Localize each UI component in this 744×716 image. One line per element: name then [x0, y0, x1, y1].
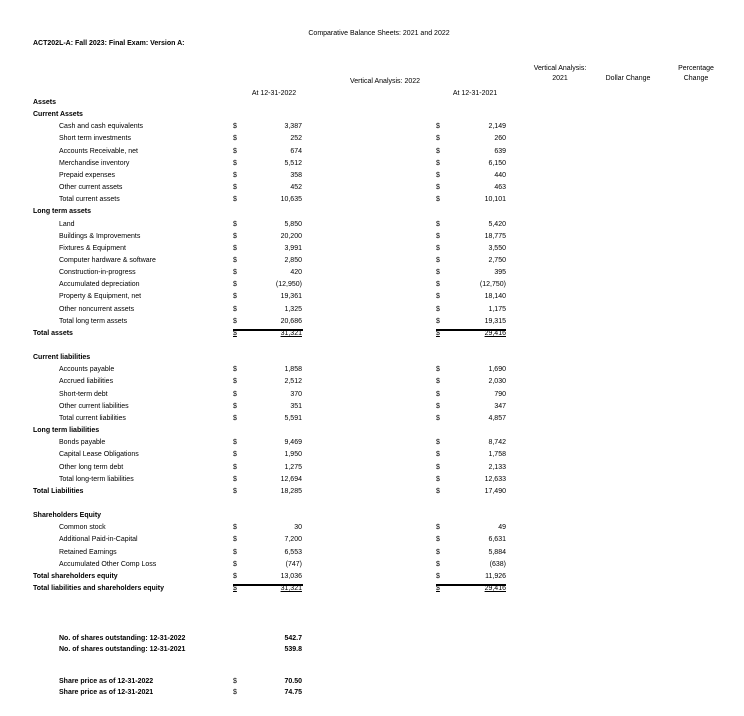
row-label: Retained Earnings [59, 548, 117, 556]
header-vertical-2021-line2: 2021 [552, 75, 568, 82]
value-2022: 10,635 [280, 196, 302, 204]
value-2022: 13,036 [280, 572, 302, 580]
dollar-sign-2021: $ [436, 366, 440, 374]
value-2021: 790 [494, 390, 506, 398]
dollar-sign-2021: $ [436, 585, 440, 592]
row-label: Total Liabilities [33, 487, 84, 495]
value-2021: 2,030 [488, 378, 506, 386]
header-vertical-2021-line1: Vertical Analysis: [533, 65, 587, 72]
value-2022: 3,387 [284, 123, 302, 131]
sheet-title: Comparative Balance Sheets: 2021 and 2022 [308, 30, 450, 37]
item-label: Share price as of 12-31-2021 [59, 689, 154, 696]
value-2021: 18,140 [484, 293, 506, 301]
header-vertical-2022: Vertical Analysis: 2022 [349, 78, 421, 85]
item-value: 74.75 [284, 689, 302, 696]
table-row [0, 329, 744, 341]
value-2021: 5,420 [488, 220, 506, 228]
row-label: Shareholders Equity [33, 512, 102, 520]
value-2021: 639 [494, 147, 506, 155]
row-label: Total shareholders equity [33, 572, 118, 580]
dollar-sign-2022: $ [233, 439, 237, 447]
value-2022: 5,850 [284, 220, 302, 228]
row-label: Prepaid expenses [59, 171, 116, 179]
row-label: Total long-term liabilities [59, 475, 134, 483]
value-2021: 463 [494, 184, 506, 192]
header-percentage-line1: Percentage [678, 65, 714, 72]
dollar-sign-2022: $ [233, 135, 237, 143]
table-row [0, 134, 744, 146]
value-2022: 252 [290, 135, 302, 143]
value-2021: 11,926 [485, 572, 506, 580]
table-row [0, 159, 744, 171]
row-label: Other noncurrent assets [59, 305, 135, 313]
dollar-sign-2021: $ [436, 244, 440, 252]
dollar-sign-2022: $ [233, 244, 237, 252]
value-2021: 5,884 [488, 548, 506, 556]
row-label: Fixtures & Equipment [59, 244, 126, 252]
dollar-sign-2021: $ [436, 378, 440, 386]
dollar-sign-2021: $ [436, 329, 440, 337]
dollar-sign-2022: $ [233, 317, 237, 325]
row-label: Buildings & Improvements [59, 232, 141, 240]
dollar-sign-2022: $ [233, 305, 237, 313]
row-label: Total current liabilities [59, 414, 126, 422]
value-2021: 2,750 [488, 256, 506, 264]
row-label: Long term assets [33, 208, 91, 216]
table-row [0, 426, 744, 438]
row-label: Additional Paid-in-Capital [59, 536, 138, 544]
row-label: Accumulated depreciation [59, 281, 140, 289]
table-row [0, 317, 744, 329]
dollar-sign-2022: $ [233, 402, 237, 410]
value-2022: (12,950) [275, 281, 302, 289]
dollar-sign-2021: $ [436, 123, 440, 131]
row-label: Short-term debt [59, 390, 108, 398]
table-row [0, 438, 744, 450]
dollar-sign-2022: $ [233, 524, 237, 532]
value-2021: 12,633 [484, 475, 506, 483]
row-label: Accumulated Other Comp Loss [59, 560, 157, 568]
header-2021: At 12-31-2021 [452, 90, 498, 97]
value-2022: 351 [290, 402, 302, 410]
dollar-sign-2021: $ [436, 487, 440, 495]
table-row [0, 292, 744, 304]
table-row [0, 268, 744, 280]
value-2022: 2,512 [284, 378, 302, 386]
table-row [0, 535, 744, 547]
value-2022: 420 [290, 269, 302, 277]
value-2022: 31,321 [280, 585, 302, 592]
course-label: ACT202L-A: Fall 2023: Final Exam: Version A: [33, 40, 185, 47]
table-row [0, 147, 744, 159]
table-row [0, 402, 744, 414]
item-label: No. of shares outstanding: 12-31-2021 [59, 646, 186, 653]
dollar-sign-2021: $ [436, 451, 440, 459]
value-2021: 440 [494, 171, 506, 179]
dollar-sign-2022: $ [233, 147, 237, 155]
table-row [0, 390, 744, 402]
dollar-sign-2022: $ [233, 123, 237, 131]
table-row [0, 122, 744, 134]
dollar-sign-2022: $ [233, 293, 237, 301]
row-label: Current liabilities [33, 354, 91, 362]
dollar-sign-2022: $ [233, 220, 237, 228]
table-row [0, 548, 744, 560]
table-row [0, 183, 744, 195]
total-rule-2022 [233, 584, 303, 586]
item-value: 539.8 [284, 646, 302, 653]
value-2022: 7,200 [284, 536, 302, 544]
dollar-sign-2021: $ [436, 256, 440, 264]
dollar-sign-2021: $ [436, 317, 440, 325]
dollar-sign-2022: $ [233, 451, 237, 459]
value-2022: 19,361 [280, 293, 302, 301]
value-2022: 5,591 [284, 414, 302, 422]
row-label: Property & Equipment, net [59, 293, 142, 301]
dollar-sign-2021: $ [436, 548, 440, 556]
table-row [0, 475, 744, 487]
value-2021: 260 [494, 135, 506, 143]
row-label: Total long term assets [59, 317, 128, 325]
dollar-sign: $ [233, 689, 237, 696]
value-2022: 5,512 [284, 159, 302, 167]
dollar-sign-2021: $ [436, 536, 440, 544]
value-2021: 49 [498, 524, 506, 532]
table-row [0, 305, 744, 317]
value-2022: 1,275 [284, 463, 302, 471]
item-value: 70.50 [284, 678, 302, 685]
value-2021: 6,631 [488, 536, 506, 544]
value-2021: 29,416 [484, 585, 506, 592]
value-2021: 347 [494, 402, 506, 410]
value-2021: 18,775 [484, 232, 506, 240]
dollar-sign-2021: $ [436, 171, 440, 179]
row-label: Total assets [33, 329, 73, 337]
item-label: Share price as of 12-31-2022 [59, 678, 154, 685]
table-row [0, 232, 744, 244]
value-2022: 1,325 [284, 305, 302, 313]
dollar-sign-2021: $ [436, 147, 440, 155]
value-2022: 30 [294, 524, 302, 532]
dollar-sign-2021: $ [436, 305, 440, 313]
value-2021: 19,315 [484, 317, 506, 325]
value-2022: 452 [290, 184, 302, 192]
dollar-sign-2022: $ [233, 536, 237, 544]
row-label: Bonds payable [59, 439, 106, 447]
table-row [0, 560, 744, 572]
row-label: Land [59, 220, 75, 228]
table-row [0, 256, 744, 268]
dollar-sign-2021: $ [436, 135, 440, 143]
value-2021: 395 [494, 269, 506, 277]
dollar-sign-2022: $ [233, 560, 237, 568]
dollar-sign-2022: $ [233, 256, 237, 264]
value-2021: 1,758 [488, 451, 506, 459]
table-row [0, 207, 744, 219]
row-label: Long term liabilities [33, 427, 100, 435]
row-label: Current Assets [33, 111, 83, 119]
row-label: Accounts Receivable, net [59, 147, 138, 155]
dollar-sign-2022: $ [233, 487, 237, 495]
value-2022: 1,858 [284, 366, 302, 374]
table-row [0, 353, 744, 365]
value-2022: 20,200 [280, 232, 302, 240]
value-2021: 8,742 [488, 439, 506, 447]
value-2022: 12,694 [280, 475, 302, 483]
table-row [0, 171, 744, 183]
table-row [0, 377, 744, 389]
header-percentage-line2: Change [683, 75, 709, 82]
value-2021: 2,149 [488, 123, 506, 131]
table-row [0, 280, 744, 292]
value-2021: 17,490 [484, 487, 506, 495]
table-row [0, 572, 744, 584]
table-row [0, 487, 744, 499]
value-2022: 1,950 [284, 451, 302, 459]
value-2021: 1,690 [488, 366, 506, 374]
dollar-sign-2022: $ [233, 171, 237, 179]
dollar-sign-2022: $ [233, 366, 237, 374]
dollar-sign-2021: $ [436, 414, 440, 422]
dollar-sign-2021: $ [436, 269, 440, 277]
value-2021: 6,150 [488, 159, 506, 167]
header-dollar-change: Dollar Change [605, 75, 651, 82]
value-2021: (12,750) [479, 281, 506, 289]
dollar-sign-2021: $ [436, 402, 440, 410]
dollar-sign: $ [233, 678, 237, 685]
dollar-sign-2022: $ [233, 378, 237, 386]
total-rule-2021 [436, 584, 506, 586]
dollar-sign-2022: $ [233, 281, 237, 289]
dollar-sign-2021: $ [436, 524, 440, 532]
row-label: Other long term debt [59, 463, 124, 471]
table-row [0, 365, 744, 377]
dollar-sign-2021: $ [436, 475, 440, 483]
table-row [0, 499, 744, 511]
dollar-sign-2021: $ [436, 572, 440, 580]
value-2022: 6,553 [284, 548, 302, 556]
dollar-sign-2021: $ [436, 293, 440, 301]
item-value: 542.7 [284, 635, 302, 642]
dollar-sign-2022: $ [233, 196, 237, 204]
header-2022: At 12-31-2022 [251, 90, 297, 97]
value-2022: 358 [290, 171, 302, 179]
dollar-sign-2022: $ [233, 548, 237, 556]
dollar-sign-2021: $ [436, 232, 440, 240]
row-label: Short term investments [59, 135, 131, 143]
dollar-sign-2022: $ [233, 463, 237, 471]
dollar-sign-2021: $ [436, 220, 440, 228]
row-label: Other current liabilities [59, 402, 129, 410]
table-row [0, 463, 744, 475]
row-label: Construction-in-progress [59, 269, 136, 277]
dollar-sign-2022: $ [233, 184, 237, 192]
item-label: No. of shares outstanding: 12-31-2022 [59, 635, 186, 642]
row-label: Assets [33, 99, 56, 106]
row-label: Accounts payable [59, 366, 115, 374]
value-2022: 2,850 [284, 256, 302, 264]
table-row [0, 195, 744, 207]
dollar-sign-2021: $ [436, 159, 440, 167]
row-label: Merchandise inventory [59, 159, 130, 167]
dollar-sign-2022: $ [233, 159, 237, 167]
dollar-sign-2022: $ [233, 414, 237, 422]
row-label: Other current assets [59, 184, 123, 192]
dollar-sign-2021: $ [436, 184, 440, 192]
list-item [0, 645, 744, 657]
dollar-sign-2022: $ [233, 232, 237, 240]
value-2021: 3,550 [488, 244, 506, 252]
value-2021: 10,101 [484, 196, 506, 204]
row-label: Total liabilities and shareholders equity [33, 585, 164, 592]
value-2022: 18,285 [280, 487, 302, 495]
value-2022: (747) [285, 560, 302, 568]
table-row [0, 450, 744, 462]
table-row [0, 523, 744, 535]
dollar-sign-2022: $ [233, 329, 237, 337]
dollar-sign-2022: $ [233, 585, 237, 592]
dollar-sign-2021: $ [436, 196, 440, 204]
row-label: Computer hardware & software [59, 256, 156, 264]
table-row [0, 511, 744, 523]
row-label: Capital Lease Obligations [59, 451, 139, 459]
dollar-sign-2021: $ [436, 390, 440, 398]
row-label: Common stock [59, 524, 106, 532]
table-row [0, 584, 744, 596]
dollar-sign-2021: $ [436, 281, 440, 289]
table-row [0, 244, 744, 256]
value-2021: 2,133 [488, 463, 506, 471]
table-row [0, 341, 744, 353]
row-label: Cash and cash equivalents [59, 123, 144, 131]
dollar-sign-2021: $ [436, 439, 440, 447]
value-2021: (638) [489, 560, 506, 568]
table-row [0, 414, 744, 426]
value-2021: 29,416 [484, 329, 506, 337]
row-label: Accrued liabilities [59, 378, 114, 386]
value-2022: 31,321 [280, 329, 302, 337]
value-2022: 370 [290, 390, 302, 398]
total-rule-2022 [233, 329, 303, 331]
dollar-sign-2021: $ [436, 560, 440, 568]
dollar-sign-2022: $ [233, 475, 237, 483]
dollar-sign-2022: $ [233, 390, 237, 398]
value-2022: 3,991 [284, 244, 302, 252]
table-row [0, 98, 744, 110]
value-2021: 4,857 [488, 414, 506, 422]
dollar-sign-2021: $ [436, 463, 440, 471]
table-row [0, 110, 744, 122]
value-2022: 20,686 [280, 317, 302, 325]
list-item [0, 688, 744, 700]
row-label: Total current assets [59, 196, 120, 204]
dollar-sign-2022: $ [233, 269, 237, 277]
value-2022: 674 [290, 147, 302, 155]
table-row [0, 220, 744, 232]
value-2021: 1,175 [488, 305, 506, 313]
total-rule-2021 [436, 329, 506, 331]
value-2022: 9,469 [284, 439, 302, 447]
dollar-sign-2022: $ [233, 572, 237, 580]
